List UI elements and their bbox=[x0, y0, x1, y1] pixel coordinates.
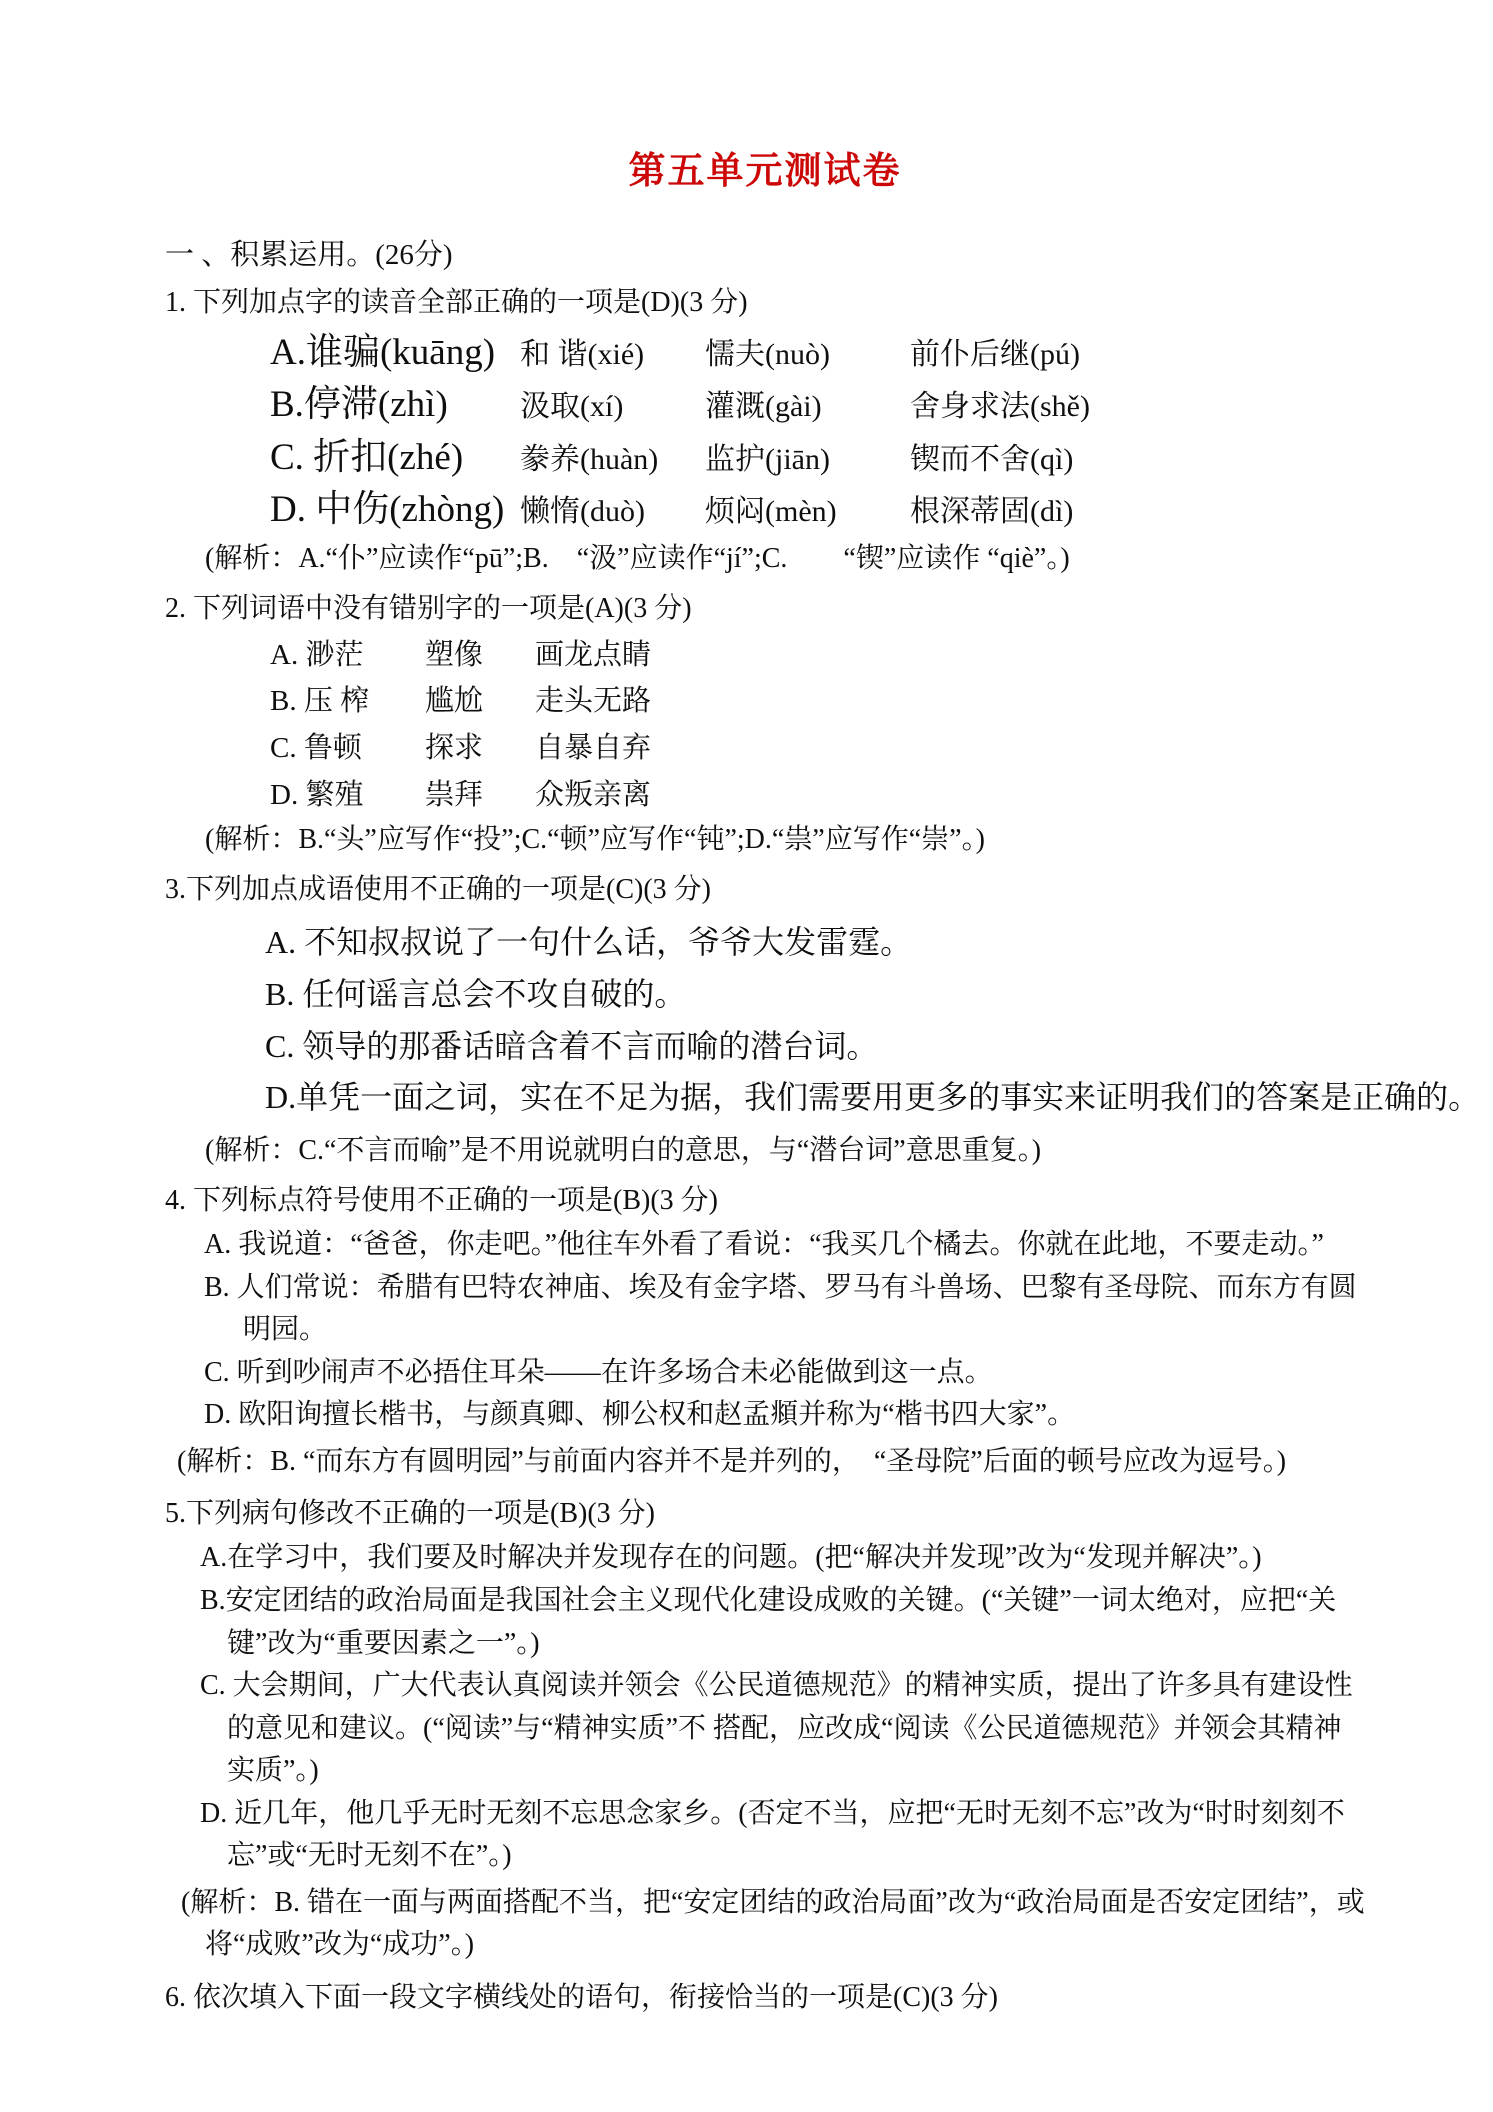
q3-option: B. 任何谣言总会不攻自破的。 bbox=[265, 975, 687, 1012]
q5-option: A.在学习中，我们要及时解决并发现存在的问题。(把“解决并发现”改为“发现并解决”。) bbox=[200, 1542, 1262, 1574]
q2-cell: C. 鲁顿 bbox=[270, 732, 362, 765]
q5-option: C. 大会期间，广大代表认真阅读并领会《公民道德规范》的精神实质，提出了许多具有建设性的意见和建议。(“阅读”与“精神实质”不 搭配，应改成“阅读《公民道德规范》并领会其精神实质”。) bbox=[200, 1670, 1353, 1787]
q1-options-table bbox=[270, 332, 1365, 532]
page-title: 第五单元测试卷 bbox=[628, 151, 902, 192]
q5-option: B.安定团结的政治局面是我国社会主义现代化建设成败的关键。(“关键”一词太绝对，应把“关键”改为“重要因素之一”。) bbox=[200, 1585, 1337, 1659]
q1-cell: 前仆后继(pú) bbox=[910, 337, 1080, 371]
q4-stem: 4. 下列标点符号使用不正确的一项是(B)(3 分) bbox=[165, 1185, 718, 1217]
q5-options bbox=[165, 1537, 1365, 1877]
q3-options bbox=[265, 917, 1481, 1124]
q2-cell: 众叛亲离 bbox=[535, 779, 652, 812]
q5-stem: 5.下列病句修改不正确的一项是(B)(3 分) bbox=[165, 1498, 655, 1530]
q3-stem: 3.下列加点成语使用不正确的一项是(C)(3 分) bbox=[165, 873, 711, 905]
q2-cell: D. 繁殖 bbox=[270, 779, 364, 812]
q1-cell: 和 谐(xié) bbox=[520, 337, 645, 371]
q4-option: A. 我说道：“爸爸，你走吧。”他往车外看了看说：“我买几个橘去。你就在此地，不要走动。” bbox=[204, 1229, 1324, 1261]
q1-cell: 锲而不舍(qì) bbox=[910, 442, 1074, 476]
q2-cell: 塑像 bbox=[425, 638, 484, 671]
q1-cell: 灌溉(gài) bbox=[705, 390, 822, 424]
q2-cell: A. 渺茫 bbox=[270, 638, 364, 671]
q4-options bbox=[165, 1224, 1365, 1437]
q6-stem: 6. 依次填入下面一段文字横线处的语句，衔接恰当的一项是(C)(3 分) bbox=[165, 1981, 998, 2013]
q4-analysis: (解析：B. “而东方有圆明园”与前面内容并不是并列的， “圣母院”后面的顿号应改为逗号。) bbox=[177, 1445, 1287, 1477]
q4-option: D. 欧阳询擅长楷书，与颜真卿、柳公权和赵孟頫并称为“楷书四大家”。 bbox=[204, 1399, 1076, 1431]
q1-cell: 根深蒂固(dì) bbox=[910, 495, 1074, 529]
q2-options-table bbox=[270, 638, 1365, 813]
q5-analysis: (解析：B. 错在一面与两面搭配不当，把“安定团结的政治局面”改为“政治局面是否安定团结”，或将“成败”改为“成功”。) bbox=[181, 1886, 1365, 1961]
section-header: 一 、积累运用。(26分) bbox=[165, 239, 453, 271]
q1-cell: 烦闷(mèn) bbox=[705, 495, 837, 529]
q1-cell: 豢养(huàn) bbox=[520, 442, 659, 476]
q2-cell: 走头无路 bbox=[535, 685, 652, 718]
q1-cell: 懦夫(nuò) bbox=[705, 337, 830, 371]
q2-cell: 画龙点睛 bbox=[535, 638, 652, 671]
q1-cell: 汲取(xí) bbox=[520, 390, 624, 424]
q1-cell: B.停滞(zhì) bbox=[270, 384, 448, 426]
q1-stem: 1. 下列加点字的读音全部正确的一项是(D)(3 分) bbox=[165, 286, 748, 318]
q2-cell: B. 压 榨 bbox=[270, 685, 370, 718]
q2-stem: 2. 下列词语中没有错别字的一项是(A)(3 分) bbox=[165, 592, 692, 624]
q2-cell: 尴尬 bbox=[425, 685, 484, 718]
q2-cell: 祟拜 bbox=[425, 779, 484, 812]
q3-analysis: (解析：C.“不言而喻”是不用说就明白的意思，与“潜台词”意思重复。) bbox=[205, 1135, 1042, 1167]
q1-cell: 监护(jiān) bbox=[705, 442, 830, 476]
q2-cell: 探求 bbox=[425, 732, 484, 765]
q1-cell: D. 中伤(zhòng) bbox=[270, 489, 505, 531]
q4-option: B. 人们常说：希腊有巴特农神庙、埃及有金字塔、罗马有斗兽场、巴黎有圣母院、而东方有圆明园。 bbox=[204, 1271, 1357, 1346]
q3-option: C. 领导的那番话暗含着不言而喻的潜台词。 bbox=[265, 1027, 879, 1064]
q2-cell: 自暴自弃 bbox=[535, 732, 652, 765]
q1-cell: C. 折扣(zhé) bbox=[270, 436, 464, 478]
q3-option: D.单凭一面之词，实在不足为据，我们需要用更多的事实来证明我们的答案是正确的。 bbox=[265, 1079, 1481, 1116]
q1-cell: 懒惰(duò) bbox=[520, 495, 645, 529]
q5-option: D. 近几年，他几乎无时无刻不忘思念家乡。(否定不当，应把“无时无刻不忘”改为“时时刻刻不忘”或“无时无刻不在”。) bbox=[200, 1797, 1345, 1872]
q4-option: C. 听到吵闹声不必捂住耳朵——在许多场合未必能做到这一点。 bbox=[204, 1356, 993, 1388]
q2-analysis: (解析：B.“头”应写作“投”;C.“顿”应写作“钝”;D.“祟”应写作“崇”。) bbox=[205, 823, 985, 855]
q1-cell: A.谁骗(kuāng) bbox=[270, 331, 496, 373]
q3-option: A. 不知叔叔说了一句什么话，爷爷大发雷霆。 bbox=[265, 923, 913, 960]
q1-cell: 舍身求法(shě) bbox=[910, 390, 1090, 424]
q1-analysis: (解析：A.“仆”应读作“pū”;B. “汲”应读作“jí”;C. “锲”应读作 “qiè”。) bbox=[205, 542, 1070, 574]
